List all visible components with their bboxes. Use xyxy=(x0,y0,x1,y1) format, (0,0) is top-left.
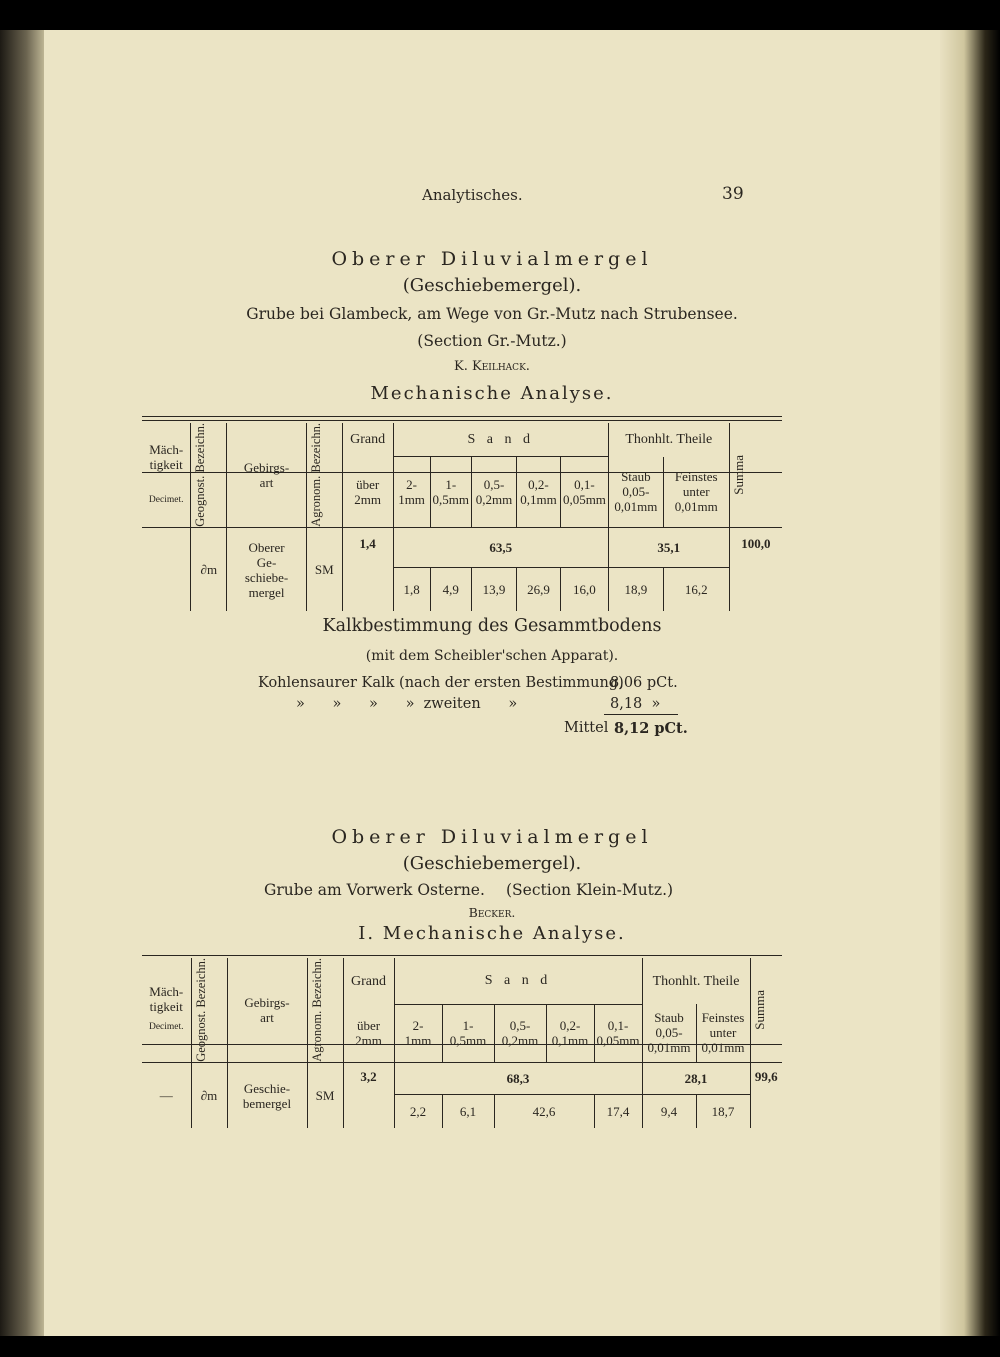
section2-subtitle: (Geschiebemergel). xyxy=(402,853,582,874)
table1-header-rule xyxy=(142,472,782,473)
header-sand-col-3: 0,5- 0,2mm xyxy=(494,1004,546,1062)
section2-author: Becker. xyxy=(468,905,516,920)
header-grand-sub: über 2mm xyxy=(343,1004,394,1062)
cell-sand-2: 4,9 xyxy=(430,567,471,611)
running-title: Analytisches. xyxy=(422,186,523,204)
header-sand-col-1: 2- 1mm xyxy=(393,457,430,527)
header-thonhaltige-theile: Thonhlt. Theile xyxy=(608,423,729,457)
cell-sand-1: 2,2 xyxy=(394,1094,442,1128)
cell-agronom: SM xyxy=(306,527,342,611)
cell-staub: 18,9 xyxy=(608,567,663,611)
cell-sand-total: 63,5 xyxy=(393,527,608,567)
section1-subtitle: (Geschiebemergel). xyxy=(402,275,582,296)
cell-grand: 1,4 xyxy=(342,527,393,611)
header-gebirgsart: Gebirgs- art xyxy=(227,423,307,527)
cell-summa: 100,0 xyxy=(729,527,782,611)
header-maechtigkeit: Mäch- tigkeit Decimet. xyxy=(142,958,191,1062)
kalk-mittel-label: Mittel xyxy=(564,720,609,736)
section1-location: Grube bei Glambeck, am Wege von Gr.-Mutz nach Strubensee. xyxy=(246,305,738,323)
section1-author: K. Keilhack. xyxy=(454,359,530,374)
table2-header-rule xyxy=(142,1044,782,1045)
table1-top-rule-2 xyxy=(142,420,782,421)
cell-sand-2: 6,1 xyxy=(442,1094,494,1128)
cell-sand-4: 17,4 xyxy=(594,1094,642,1128)
header-feinstes: Feinstes unter 0,01mm xyxy=(663,457,729,527)
kalk-title: Kalkbestimmung des Gesammtbodens xyxy=(322,616,662,636)
cell-maechtigkeit xyxy=(142,527,191,611)
cell-feinstes: 18,7 xyxy=(696,1094,750,1128)
header-sand-col-1: 2- 1mm xyxy=(394,1004,442,1062)
header-sand-col-2: 1- 0,5mm xyxy=(430,457,471,527)
header-agronom: Agronom. Bezeichn. xyxy=(306,423,342,527)
section1-section: (Section Gr.-Mutz.) xyxy=(417,332,567,350)
kalk-subtitle: (mit dem Scheibler'schen Apparat). xyxy=(365,648,619,664)
kalk-line1-label: Kohlensaurer Kalk (nach der ersten Bestimmung) xyxy=(258,675,624,691)
cell-sand-5: 16,0 xyxy=(560,567,608,611)
cell-summa: 99,6 xyxy=(750,1062,782,1128)
cell-sand-total: 68,3 xyxy=(394,1062,642,1094)
table1-top-rule xyxy=(142,416,782,417)
section2-title: Oberer Diluvialmergel xyxy=(331,826,653,848)
kalk-line2-value: 8,18 » xyxy=(610,696,661,712)
header-grand-sub: über 2mm xyxy=(342,457,393,527)
cell-grand: 3,2 xyxy=(343,1062,394,1128)
cell-sand-3: 42,6 xyxy=(494,1094,594,1128)
header-grand: Grand xyxy=(342,423,393,457)
book-gutter-shadow xyxy=(0,30,44,1336)
header-sand-col-2: 1- 0,5mm xyxy=(442,1004,494,1062)
cell-feinstes: 16,2 xyxy=(663,567,729,611)
table2-top-rule xyxy=(142,955,782,956)
kalk-line1-value: 8,06 pCt. xyxy=(610,675,678,691)
kalk-line2-label: » » » » zweiten » xyxy=(296,696,518,712)
header-sand-col-5: 0,1- 0,05mm xyxy=(560,457,608,527)
header-sand-col-3: 0,5- 0,2mm xyxy=(472,457,517,527)
header-staub: Staub 0,05- 0,01mm xyxy=(608,457,663,527)
section1-analysis-title: Mechanische Analyse. xyxy=(370,383,614,404)
kalk-mittel-value: 8,12 pCt. xyxy=(614,720,688,737)
page-edge-shadow xyxy=(940,30,1000,1336)
cell-geognost: ∂m xyxy=(191,527,227,611)
section1-title: Oberer Diluvialmergel xyxy=(331,248,653,270)
header-geognost: Geognost. Bezeichn. xyxy=(191,423,227,527)
cell-staub: 9,4 xyxy=(642,1094,696,1128)
cell-gebirgsart: Geschie- bemergel xyxy=(227,1062,307,1128)
cell-gebirgsart: Oberer Ge- schiebe- mergel xyxy=(227,527,307,611)
header-sand-col-4: 0,2- 0,1mm xyxy=(546,1004,594,1062)
cell-thon-total: 35,1 xyxy=(608,527,729,567)
cell-geognost: ∂m xyxy=(191,1062,227,1128)
header-geognost: Geognost. Bezeichn. xyxy=(191,958,227,1062)
cell-sand-1: 1,8 xyxy=(393,567,430,611)
header-staub: Staub 0,05- 0,01mm xyxy=(642,1004,696,1062)
header-sand: S a n d xyxy=(393,423,608,457)
header-agronom: Agronom. Bezeichn. xyxy=(307,958,343,1062)
header-sand: S a n d xyxy=(394,958,642,1004)
cell-sand-4: 26,9 xyxy=(516,567,560,611)
cell-maechtigkeit: — xyxy=(159,1088,173,1104)
section2-location: Grube am Vorwerk Osterne. xyxy=(264,881,485,899)
header-grand: Grand xyxy=(343,958,394,1004)
header-feinstes: Feinstes unter 0,01mm xyxy=(696,1004,750,1062)
page-number: 39 xyxy=(722,184,744,204)
table1-mechanical-analysis xyxy=(142,423,782,611)
header-summa: Summa xyxy=(729,423,782,527)
section2-section: (Section Klein-Mutz.) xyxy=(506,881,674,899)
header-sand-col-4: 0,2- 0,1mm xyxy=(516,457,560,527)
header-maechtigkeit: Mäch- tigkeit Decimet. xyxy=(142,423,191,527)
cell-thon-total: 28,1 xyxy=(642,1062,750,1094)
section2-analysis-title: I. Mechanische Analyse. xyxy=(358,923,626,944)
cell-sand-3: 13,9 xyxy=(472,567,517,611)
header-gebirgsart: Gebirgs- art xyxy=(227,958,307,1062)
header-sand-col-5: 0,1- 0,05mm xyxy=(594,1004,642,1062)
header-summa: Summa xyxy=(750,958,782,1062)
cell-agronom: SM xyxy=(307,1062,343,1128)
header-thonhaltige-theile: Thonhlt. Theile xyxy=(642,958,750,1004)
kalk-sum-rule xyxy=(604,714,678,715)
book-page xyxy=(44,30,940,1336)
